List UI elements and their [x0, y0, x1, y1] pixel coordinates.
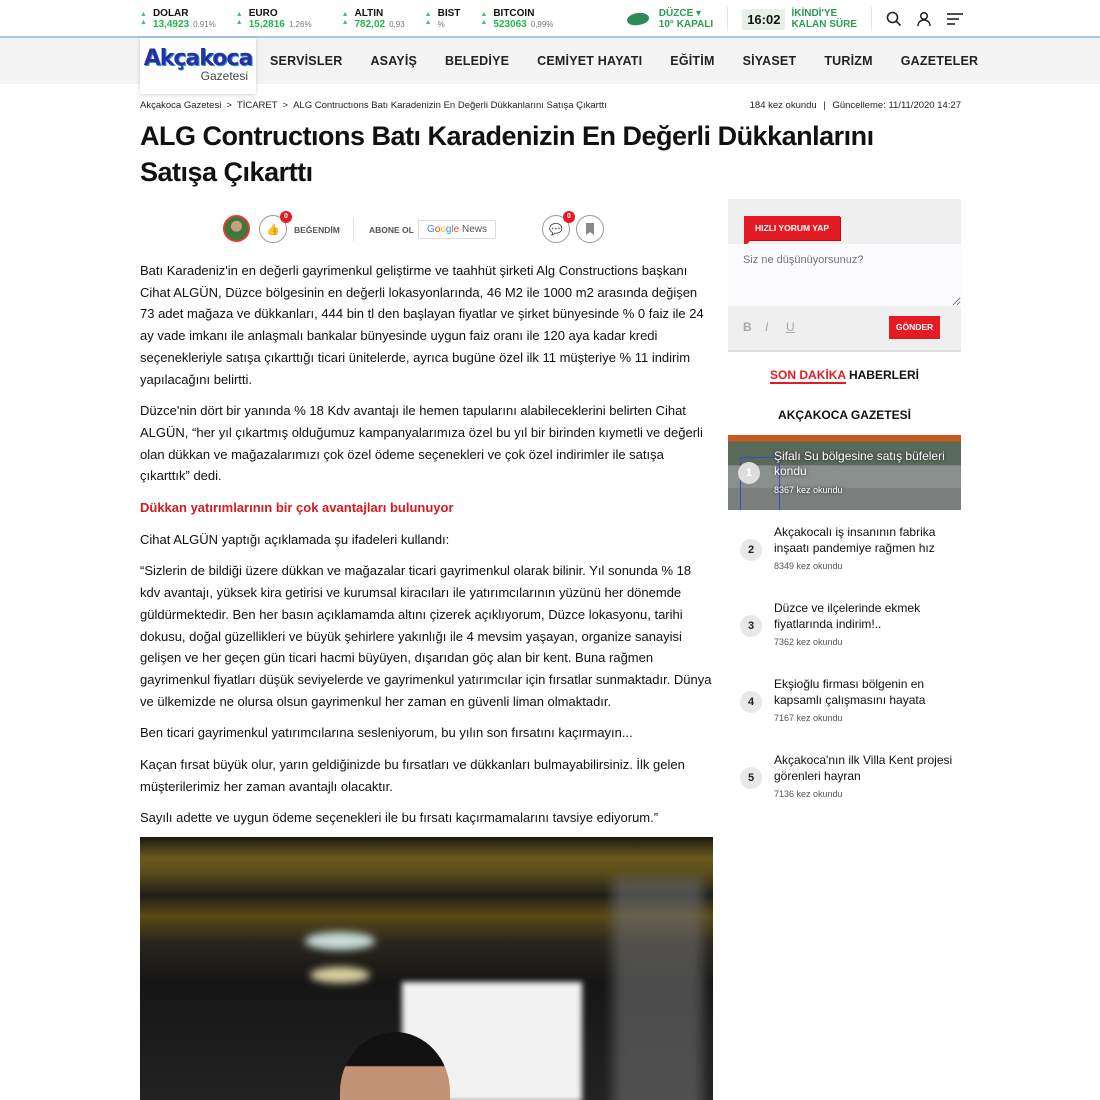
popular-item[interactable]: [728, 677, 961, 737]
up-arrow-icon: ▲ ▲: [235, 11, 243, 26]
paragraph: Ben ticari gayrimenkul yatırımcılarına sesleniyorum, bu yılın son fırsatını kaçırmayın...: [140, 725, 633, 741]
breadcrumb-home[interactable]: Akçakoca Gazetesi: [140, 100, 222, 111]
article-meta: [750, 100, 961, 111]
ticker-value: 13,4923: [152, 18, 190, 30]
popular-title: Ekşioğlu firması bölgenin en kapsamlı çalışmasını hayata: [774, 677, 926, 707]
popular-item[interactable]: [728, 525, 961, 585]
logo-sub: Gazetesi: [200, 69, 248, 83]
rank-badge: 1: [738, 462, 760, 484]
paragraph: Batı Karadeniz'in en değerli gayrimenkul geliştirme ve taahhüt şirketi Alg Constructions başkanı Cihat ALGÜN, Düzce bölgesinin en değerli lokasyonlarında, 46 M2 ile 1000 m2 arasında değişen 73 adet mağaza ve dükkanları, 444 bin tl den başlayan fiyatlar ve şirket bünyesinde % 0 faiz ile 24 ay vade imkanı ile anlaşmalı bankalar bünyesinde uygun faiz oranı ile 120 aya kadar kredi seçenekleriyle satışa çıkarttığı ticari ünitelerde, ayrıca bugüne özel ilk 11 müşteriye % 11 indirim yapılacağını belirtti.: [140, 263, 704, 387]
nav-gazeteler[interactable]: GAZETELER: [900, 54, 979, 68]
popular-reads: 8349 kez okundu: [774, 561, 843, 571]
up-arrow-icon: ▲ ▲: [480, 11, 488, 26]
menu-icon[interactable]: [946, 11, 962, 27]
breadcrumb-sep: >: [282, 100, 289, 111]
prayer-label-1: İKİNDİ'YE: [791, 8, 838, 19]
comment-count-badge: 0: [563, 211, 575, 223]
up-arrow-icon: ▲ ▲: [424, 11, 432, 26]
popular-reads: 7167 kez okundu: [774, 713, 843, 723]
top-right-tools: [627, 0, 962, 38]
rank-badge: 4: [740, 691, 762, 713]
italic-button[interactable]: I: [765, 320, 769, 334]
article-photo: [140, 837, 713, 1100]
ticker-euro[interactable]: [236, 8, 312, 31]
nav-servisler[interactable]: SERVİSLER: [270, 54, 343, 68]
ticker-value: 15,2816: [248, 18, 285, 30]
updated-date: Güncelleme: 11/11/2020 14:27: [832, 100, 961, 111]
site-logo[interactable]: [140, 38, 256, 94]
menu: [270, 38, 1006, 84]
bookmark-icon: [585, 223, 595, 235]
breadcrumb-current: ALG Contructıons Batı Karadenizin En Değerli Dükkanlarını Satışa Çıkarttı: [293, 100, 607, 111]
up-arrow-icon: ▲ ▲: [140, 11, 147, 26]
ticker-pct: %: [437, 19, 445, 29]
comment-input[interactable]: [728, 244, 961, 306]
nav-turizm[interactable]: TURİZM: [824, 54, 873, 68]
thumbs-up-icon: 👍: [266, 223, 280, 236]
comment-icon: 💬: [549, 223, 563, 236]
prayer-time: 16:02: [742, 9, 785, 30]
weather-widget[interactable]: [659, 8, 713, 30]
paragraph: “Sizlerin de bildiği üzere dükkan ve mağazalar ticari gayrimenkul olarak bilinir. Yıl sonunda % 18 kdv avantajı, yüksek kira getirisi ve kurumsal kiracıları ile yatırımcılarının yüzünü her dönemde güldürmektedir. Ben her basın açıklamamda altını çizerek açıklıyorum, Düzce lokasyonu, tarihi dokusu, doğal güzellikleri ve büyük şehirlere yakınlığı ile 4 mevsim yaşayan, organize sanayisi gelişen ve her geçen gün ticari hacmi büyüyen, dışarıdan göç alan bir kent. Buna rağmen gayrimenkul fiyatları düşük seviyelerde ve gayrimenkul yatırımcılar için fırsatlar sunmaktadır. Dünya ve ülkemizde ne olursa olsun gayrimenkul her zaman en güvenli liman olmaktadır.: [140, 563, 712, 709]
ticker-dolar[interactable]: [140, 8, 216, 31]
popular-title: Şifalı Su bölgesine satış büfeleri kondu: [774, 449, 945, 478]
popular-reads: 8367 kez okundu: [774, 485, 843, 495]
ticker-value: 782,02: [354, 18, 386, 30]
quick-comment-tag: HIZLI YORUM YAP: [744, 216, 840, 240]
logo-main: Akçakoca: [143, 46, 253, 71]
ticker-name: BIST: [437, 7, 461, 19]
article-actions: [140, 214, 712, 244]
popular-item[interactable]: [728, 753, 961, 813]
paragraph: Cihat ALGÜN yaptığı açıklamada şu ifadeleri kullandı:: [140, 531, 450, 547]
ticker-pct: 1.26%: [288, 19, 312, 29]
photo-panel: [613, 877, 703, 1100]
cloud-icon: [626, 11, 650, 27]
popular-reads: 7362 kez okundu: [774, 637, 843, 647]
divider: [871, 7, 872, 31]
nav-cemiyet-hayati[interactable]: CEMİYET HAYATI: [537, 54, 643, 68]
top-bar: [0, 0, 1100, 38]
rank-badge: 3: [740, 615, 762, 637]
send-button[interactable]: GÖNDER: [889, 316, 940, 339]
like-button[interactable]: [259, 215, 287, 243]
photo-lamp: [305, 932, 375, 950]
ticker-pct: 0,93: [389, 19, 405, 29]
popular-item-featured[interactable]: [728, 435, 961, 510]
breaking-label: SON DAKİKA: [770, 368, 846, 382]
weather-city[interactable]: DÜZCE ▾: [658, 8, 702, 19]
paragraph: Düzce'nin dört bir yanında % 18 Kdv avantajı ile hemen tapularını alabileceklerini belirten Cihat ALGÜN, “her yıl çıkartmış olduğumuz kampanyalarımıza özel bu yıl bir birinden kıymetli ve değerli olan dükkan ve mağazalarımızı çok özel ödeme seçenekleri ve çok özel indirimler ile satışa çıkarttık” dedi.: [140, 403, 703, 484]
article-title: ALG Contructıons Batı Karadenizin En Değerli Dükkanlarını Satışa Çıkarttı: [140, 121, 874, 187]
ticker-bist[interactable]: [425, 8, 461, 31]
quick-comment-box: [728, 199, 961, 352]
ticker-name: EURO: [248, 7, 278, 19]
rank-badge: 2: [740, 539, 762, 561]
main-nav: [0, 38, 1100, 84]
ticker-pct: 0,99%: [530, 19, 554, 29]
nav-egitim[interactable]: EĞİTİM: [670, 54, 715, 68]
read-count: 184 kez okundu: [749, 100, 817, 111]
paragraph: Sayılı adette ve uygun ödeme seçenekleri ile bu fırsatı kaçırmamalarını tavsiye ediyorum.”: [140, 810, 659, 826]
ticker-pct: 0.91%: [193, 19, 216, 29]
author-avatar[interactable]: [223, 215, 250, 242]
section-heading: AKÇAKOCA GAZETESİ: [778, 408, 911, 422]
ticker-value: 523063: [493, 18, 527, 30]
divider: [353, 217, 354, 241]
breaking-news-heading[interactable]: [728, 368, 961, 382]
popular-item[interactable]: [728, 601, 961, 661]
breadcrumb-category[interactable]: TİCARET: [236, 100, 278, 111]
subscribe-label: ABONE OL: [369, 225, 414, 235]
search-icon[interactable]: [886, 11, 902, 27]
breadcrumb-sep: >: [226, 100, 232, 111]
bold-button[interactable]: B: [743, 320, 752, 334]
ticker-name: ALTIN: [354, 7, 384, 19]
comment-button[interactable]: [542, 215, 570, 243]
meta-sep: |: [823, 100, 826, 111]
nav-siyaset[interactable]: SİYASET: [742, 54, 797, 68]
nav-asayis[interactable]: ASAYİŞ: [370, 54, 418, 68]
google-news-button[interactable]: Google News: [418, 220, 496, 239]
prayer-label-2: KALAN SÜRE: [791, 19, 857, 30]
weather-condition: 10° KAPALI: [658, 19, 714, 30]
rank-badge: 5: [740, 767, 762, 789]
underline-button[interactable]: U: [786, 320, 795, 334]
paragraph: Kaçan fırsat büyük olur, yarın geldiğinizde bu fırsatları ve dükkanları bulmayabilirsiniz. İlk gelen müşterilerimiz her zaman avantajlı olacaktır.: [140, 757, 685, 794]
breadcrumb: [140, 100, 612, 111]
article-body: [140, 260, 712, 839]
like-count-badge: 0: [280, 211, 292, 223]
breaking-rest: HABERLERİ: [845, 368, 919, 382]
popular-title: Düzce ve ilçelerinde ekmek fiyatlarında indirim!..: [774, 601, 921, 631]
like-label[interactable]: BEĞENDİM: [294, 225, 340, 235]
divider: [727, 7, 728, 31]
ticker-bitcoin[interactable]: [480, 8, 553, 31]
popular-title: Akçakocalı iş insanının fabrika inşaatı pandemiye rağmen hız: [774, 525, 936, 555]
market-ticker: [140, 0, 573, 38]
popular-reads: 7136 kez okundu: [774, 789, 843, 799]
user-icon[interactable]: [916, 11, 932, 27]
ticker-name: DOLAR: [152, 7, 189, 19]
photo-lamp: [310, 967, 370, 983]
up-arrow-icon: ▲ ▲: [341, 11, 349, 26]
nav-belediye[interactable]: BELEDİYE: [445, 54, 510, 68]
article-subheading: Dükkan yatırımlarının bir çok avantajları bulunuyor: [140, 500, 454, 516]
ticker-altin[interactable]: [342, 8, 405, 31]
ticker-name: BITCOIN: [493, 7, 535, 19]
popular-title: Akçakoca'nın ilk Villa Kent projesi görenleri hayran: [774, 753, 953, 783]
bookmark-button[interactable]: [576, 215, 604, 243]
